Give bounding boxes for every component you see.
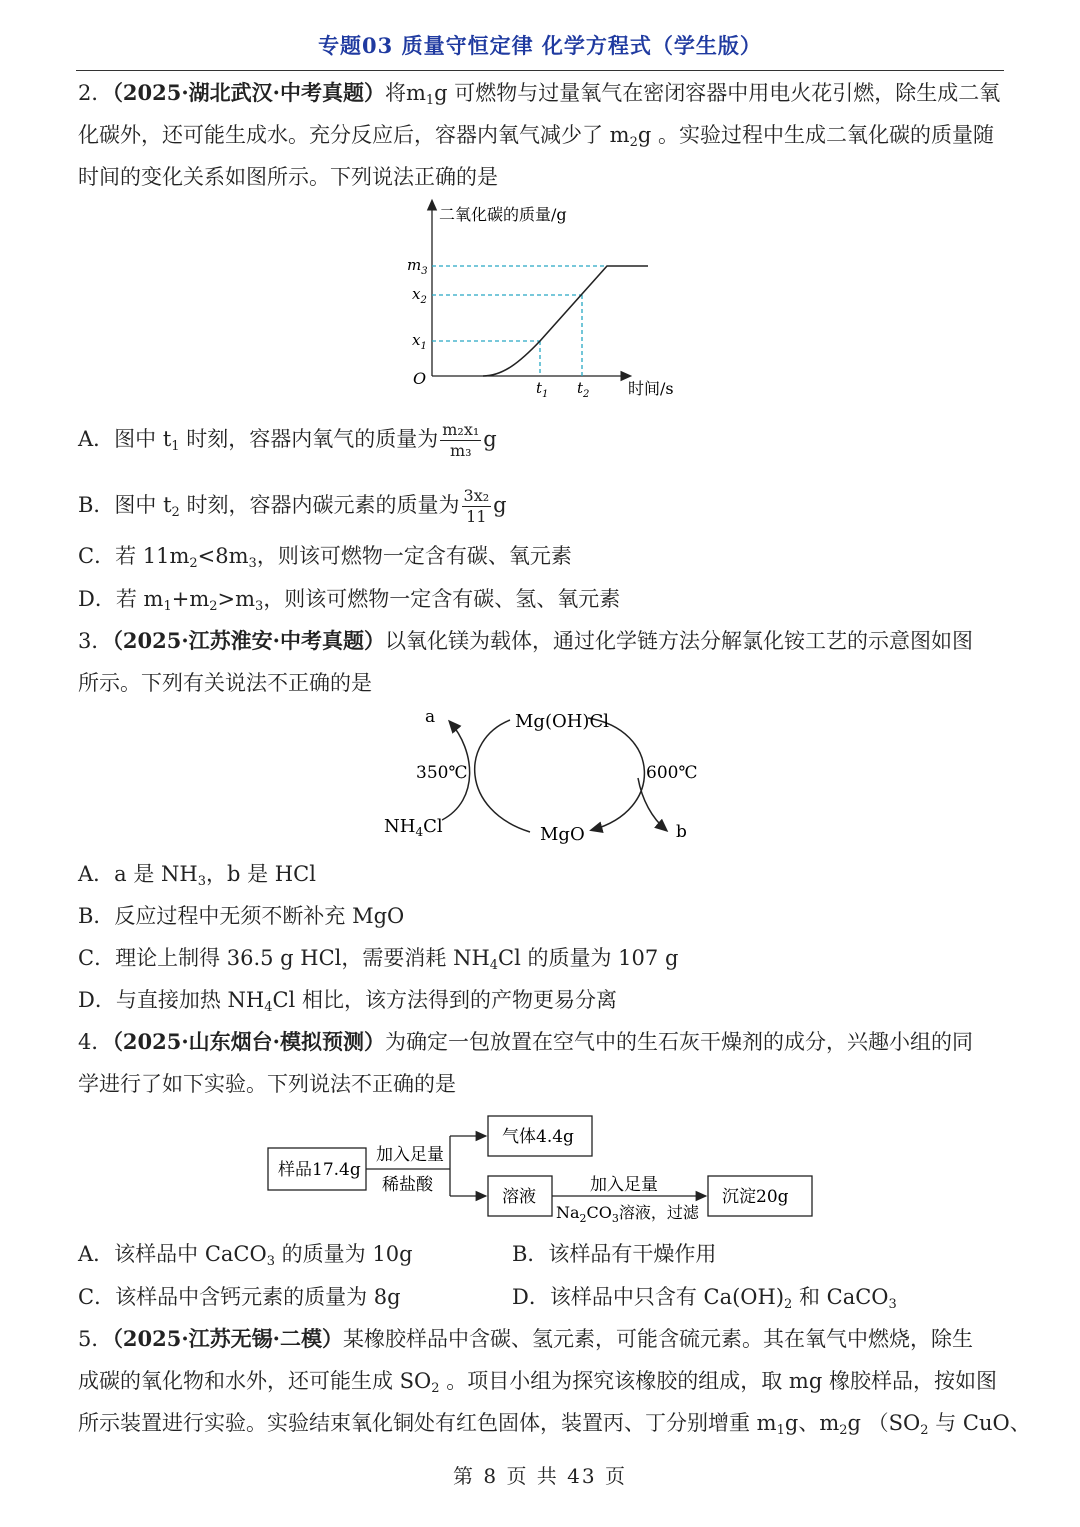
solution-label: 溶液 [502,1187,536,1207]
q4-option-b: B．该样品有干燥作用 [512,1242,717,1266]
header-rule [76,70,1004,71]
q3-line-1: 3．（2025·江苏淮安·中考真题）以氧化镁为载体，通过化学链方法分解氯化铵工艺的示意图如图 [78,628,973,653]
graph-origin: O [413,369,427,388]
add-reagent-2: $Na_2CO_3$溶液，过滤 [556,1203,699,1225]
q3-option-a: A．a 是 $NH_3$，b 是 HCl [78,862,316,889]
add-reagent-1: 加入足量 [590,1175,658,1195]
page-footer: 第 8 页 共 43 页 [453,1464,627,1488]
sample-label: 样品17.4g [278,1160,361,1180]
q3-number: 3． [78,629,113,653]
q3-source: （2025·江苏淮安·中考真题） [112,628,385,653]
co2-mass-graph [395,198,695,403]
graph-x-label: 时间/s [628,379,674,398]
add-acid-2: 稀盐酸 [382,1175,433,1195]
product-b: b [676,822,687,842]
q4-option-d: D．该样品中只含有 $Ca(OH)_2$ 和 CaCO$_3$ [512,1285,897,1312]
tick-t1: $t_1$ [536,379,549,400]
page-header-title: 专题03 质量守恒定律 化学方程式（学生版） [318,33,762,58]
loop-right-arc [588,718,644,830]
nh4cl-label: $NH_4Cl$ [384,816,443,839]
q2-source: （2025·湖北武汉·中考真题） [112,80,385,105]
q2-option-b: B．图中 $t_2$ 时刻，容器内碳元素的质量为 $\frac{\text{3x₂}}{11}$ g [78,486,507,526]
q5-line-1: 5．（2025·江苏无锡·二模）某橡胶样品中含碳、氢元素，可能含硫元素。其在氧气中燃烧，除生 [78,1326,973,1351]
q4-option-c: C．该样品中含钙元素的质量为 8g [78,1285,401,1309]
q5-source: （2025·江苏无锡·二模） [112,1326,343,1351]
tick-m3: $m_3$ [407,256,428,277]
mg-oh-cl-label: Mg(OH)Cl [515,711,609,732]
experiment-flowchart [260,1110,820,1225]
precipitate-label: 沉淀20g [722,1187,789,1207]
fraction-b: $\frac{\text{3x₂}}{11}$ [463,486,490,526]
gas-label: 气体4.4g [502,1127,574,1147]
q3-option-b: B．反应过程中无须不断补充 MgO [78,904,405,928]
tick-t2: $t_2$ [577,379,590,400]
q4-line-1: 4．（2025·山东烟台·模拟预测）为确定一包放置在空气中的生石灰干燥剂的成分，兴趣小组的同 [78,1029,973,1054]
q3-option-c: C．理论上制得 36.5 g HCl，需要消耗 $NH_4Cl$ 的质量为 107 g [78,946,679,973]
temp-600: 600℃ [646,763,698,783]
mgo-label: MgO [540,824,585,845]
q4-number: 4． [78,1030,113,1054]
q2-option-a: A．图中 $t_1$ 时刻，容器内氧气的质量为 $\frac{\text{m₂x₁}}{\text{m₃}}$ g [78,420,497,460]
loop-left-arc [475,720,530,832]
q4-line-2: 学进行了如下实验。下列说法不正确的是 [78,1072,456,1096]
q2-number: 2． [78,81,113,105]
q3-option-d: D．与直接加热 $NH_4Cl$ 相比，该方法得到的产物更易分离 [78,988,617,1015]
q2-option-d: D．若 $m_1+m_2>m_3$，则该可燃物一定含有碳、氢、氧元素 [78,587,621,614]
add-acid-1: 加入足量 [376,1145,444,1165]
q2-line-1: 2．（2025·湖北武汉·中考真题）将$m_1g$ 可燃物与过量氧气在密闭容器中用电火花引燃，除生成二氧 [78,80,1001,108]
product-a: a [425,707,436,727]
temp-350: 350℃ [416,763,468,783]
q5-line-2: 成碳的氧化物和水外，还可能生成 $SO_2$ 。项目小组为探究该橡胶的组成，取 mg 橡胶样品，按如图 [78,1369,997,1396]
q4-source: （2025·山东烟台·模拟预测） [112,1029,385,1054]
co2-curve [483,266,648,376]
q3-line-2: 所示。下列有关说法不正确的是 [78,671,372,695]
fraction-a: $\frac{\text{m₂x₁}}{\text{m₃}}$ [442,420,480,460]
chemical-loop-diagram [370,700,710,850]
tick-x2: $x_2$ [412,285,427,306]
q4-option-a: A．该样品中 CaCO$_3$ 的质量为 10g [78,1242,413,1269]
q5-number: 5． [78,1327,113,1351]
q2-option-c: C．若 $11m_2<8m_3$，则该可燃物一定含有碳、氧元素 [78,544,572,571]
q2-line-3: 时间的变化关系如图所示。下列说法正确的是 [78,165,498,189]
q2-line-2: 化碳外，还可能生成水。充分反应后，容器内氧气减少了 $m_2g$ 。实验过程中生成二氧化碳的质量随 [78,123,994,150]
q5-line-3: 所示装置进行实验。实验结束氧化铜处有红色固体，装置丙、丁分别增重 $m_1g$、$m_2g$ （$SO_2$ 与 CuO、 [78,1411,1031,1438]
tick-x1: $x_1$ [412,331,427,352]
graph-y-label: 二氧化碳的质量/g [439,205,567,224]
